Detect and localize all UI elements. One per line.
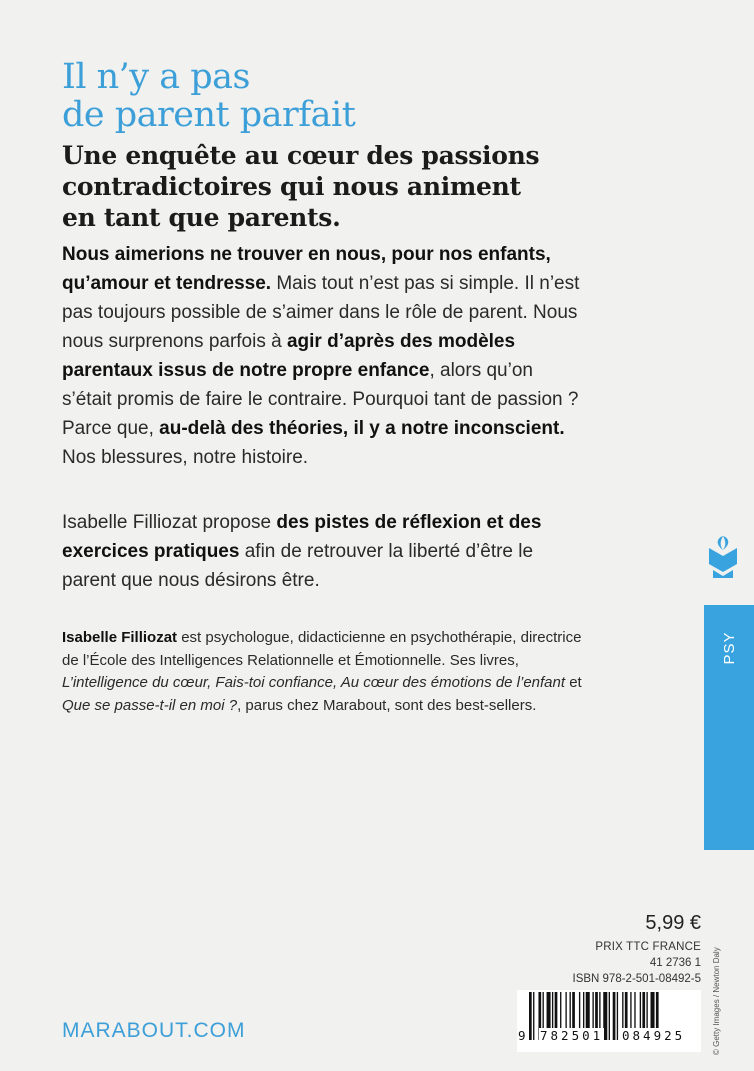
barcode-digit-group-2: 084925 (622, 1028, 686, 1043)
bio-seg-4: Que se passe-t-il en moi ? (62, 696, 238, 714)
isbn: ISBN 978-2-501-08492-5 (572, 973, 701, 985)
bio-seg-1: est psychologue, didacticienne en psychothérapie, directrice de l’École des Intelligences Relationnelle et Émotionnelle. Ses livres, (62, 629, 582, 669)
title-line-2: de parent parfait (62, 95, 356, 135)
p1-seg-4: au-delà des théories, il y a notre inconscient. (159, 418, 565, 439)
bio-seg-2: L’intelligence du cœur, Fais-toi confiance, Au cœur des émotions de l’enfant (62, 674, 566, 691)
barcode-digit-prefix: 9 (518, 1028, 526, 1043)
product-code: 41 2736 1 (649, 957, 701, 969)
p1-seg-2: agir d’après des modèles parentaux issus de notre propre enfance (62, 331, 516, 381)
p1-seg-0: Nous aimerions ne trouver en nous, pour nos enfants, qu’amour et tendresse. (62, 244, 551, 294)
price: 5,99 € (645, 912, 701, 934)
bio-seg-3: et (565, 674, 582, 691)
summary-paragraph-1 (62, 240, 582, 472)
p2-seg-1: des pistes de réflexion et des exercices pratiques (62, 512, 542, 562)
bio-seg-5: , parus chez Marabout, sont des best-sellers. (237, 696, 537, 714)
subtitle-line-2: contradictoires qui nous animent (62, 172, 521, 201)
subtitle-line-1: Une enquête au cœur des passions (62, 141, 540, 170)
photo-credit: © Getty Images / Newton Daly (712, 947, 721, 1055)
p1-seg-1: Mais tout n’est pas si simple. Il n’est pas toujours possible de s’aimer dans le rôle de parent. Nous nous surprenons parfois à (62, 273, 580, 352)
summary-paragraph-2 (62, 508, 582, 595)
p2-seg-0: Isabelle Filliozat propose (62, 512, 277, 533)
bio-seg-0: Isabelle Filliozat (62, 629, 178, 646)
p1-seg-5: Nos blessures, notre histoire. (62, 447, 309, 468)
p2-seg-2: afin de retrouver la liberté d’être le parent que nous désirons être. (62, 541, 534, 591)
title-line-1: Il n’y a pas (62, 57, 250, 97)
p1-seg-3: , alors qu’on s’était promis de faire le contraire. Pourquoi tant de passion ? Parce que, (62, 360, 579, 439)
price-note: PRIX TTC FRANCE (595, 941, 701, 953)
subtitle-line-3: en tant que parents. (62, 203, 341, 232)
barcode-digit-group-1: 782501 (540, 1028, 604, 1043)
book-subtitle (62, 140, 622, 233)
barcode-digits (517, 1028, 701, 1048)
publisher-website: MARABOUT.COM (62, 1019, 246, 1042)
category-tab-label: PSY (720, 631, 738, 665)
book-title (62, 58, 622, 134)
publisher-logo-icon (705, 530, 741, 582)
author-bio (62, 627, 582, 717)
